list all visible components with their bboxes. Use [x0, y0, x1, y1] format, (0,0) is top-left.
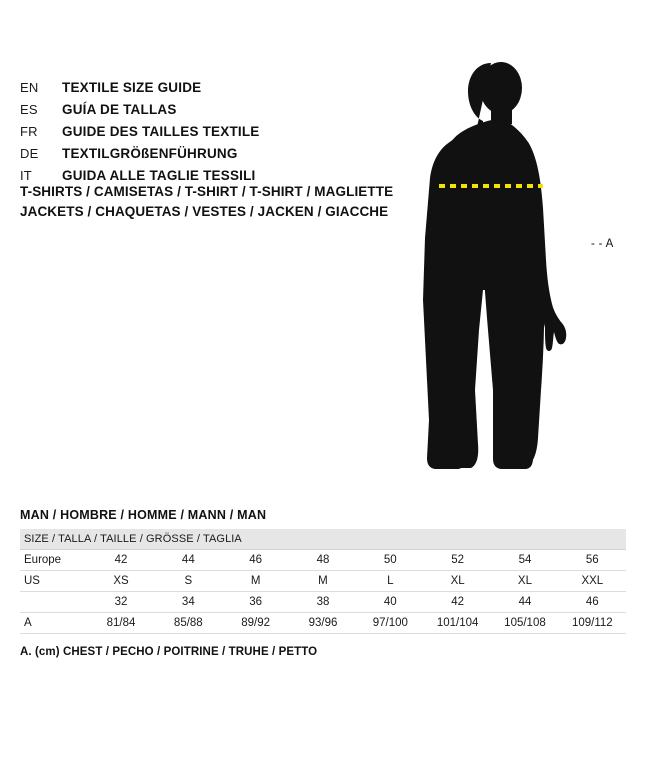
table-cell: 50	[357, 550, 424, 571]
size-table	[20, 529, 626, 634]
table-cell: 40	[357, 592, 424, 613]
row-label: Europe	[20, 550, 87, 571]
language-code: FR	[20, 124, 38, 139]
size-table-section	[20, 508, 626, 658]
table-cell: 44	[491, 592, 558, 613]
language-title: GUIDE DES TAILLES TEXTILE	[62, 124, 260, 139]
table-header-label: SIZE / TALLA / TAILLE / GRÖSSE / TAGLIA	[20, 529, 626, 550]
language-row	[20, 100, 420, 120]
language-row	[20, 144, 420, 164]
garment-category-block	[20, 182, 450, 222]
table-cell: XXL	[559, 571, 626, 592]
table-cell: 81/84	[87, 613, 154, 634]
table-caption: MAN / HOMBRE / HOMME / MANN / MAN	[20, 508, 267, 522]
language-title: GUÍA DE TALLAS	[62, 102, 177, 117]
language-code: DE	[20, 146, 39, 161]
language-title-block	[20, 78, 420, 188]
table-cell: 56	[559, 550, 626, 571]
table-cell: 54	[491, 550, 558, 571]
language-title: TEXTILGRÖßENFÜHRUNG	[62, 146, 238, 161]
table-cell: 48	[289, 550, 356, 571]
table-cell: 32	[87, 592, 154, 613]
table-cell: 85/88	[155, 613, 222, 634]
garment-line-tshirts: T-SHIRTS / CAMISETAS / T-SHIRT / T-SHIRT / MAGLIETTE	[20, 184, 394, 199]
measure-point-label-a: - - A	[591, 238, 614, 250]
body-silhouette-figure	[413, 60, 623, 490]
language-code: EN	[20, 80, 39, 95]
language-row	[20, 78, 420, 98]
table-cell: 42	[424, 592, 491, 613]
table-cell: 93/96	[289, 613, 356, 634]
table-cell: XL	[491, 571, 558, 592]
table-cell: M	[289, 571, 356, 592]
table-cell: 109/112	[559, 613, 626, 634]
language-code: IT	[20, 168, 32, 183]
table-row	[20, 571, 626, 592]
table-cell: S	[155, 571, 222, 592]
table-row	[20, 550, 626, 571]
table-cell: 101/104	[424, 613, 491, 634]
table-cell: 46	[559, 592, 626, 613]
table-row	[20, 613, 626, 634]
table-cell: 44	[155, 550, 222, 571]
garment-line-jackets: JACKETS / CHAQUETAS / VESTES / JACKEN / GIACCHE	[20, 204, 389, 219]
language-code: ES	[20, 102, 38, 117]
table-cell: 46	[222, 550, 289, 571]
table-header-row	[20, 529, 626, 550]
language-title: GUIDA ALLE TAGLIE TESSILI	[62, 168, 256, 183]
table-row	[20, 592, 626, 613]
table-cell: 89/92	[222, 613, 289, 634]
table-cell: 38	[289, 592, 356, 613]
table-cell: XL	[424, 571, 491, 592]
table-cell: M	[222, 571, 289, 592]
row-label	[20, 592, 87, 613]
table-cell: XS	[87, 571, 154, 592]
row-label: US	[20, 571, 87, 592]
chest-measure-line-icon	[413, 60, 623, 490]
table-cell: 97/100	[357, 613, 424, 634]
table-cell: 42	[87, 550, 154, 571]
row-label: A	[20, 613, 87, 634]
table-cell: L	[357, 571, 424, 592]
language-title: TEXTILE SIZE GUIDE	[62, 80, 202, 95]
language-row	[20, 122, 420, 142]
table-cell: 105/108	[491, 613, 558, 634]
table-footnote: A. (cm) CHEST / PECHO / POITRINE / TRUHE / PETTO	[20, 646, 318, 658]
table-cell: 52	[424, 550, 491, 571]
table-cell: 34	[155, 592, 222, 613]
table-cell: 36	[222, 592, 289, 613]
